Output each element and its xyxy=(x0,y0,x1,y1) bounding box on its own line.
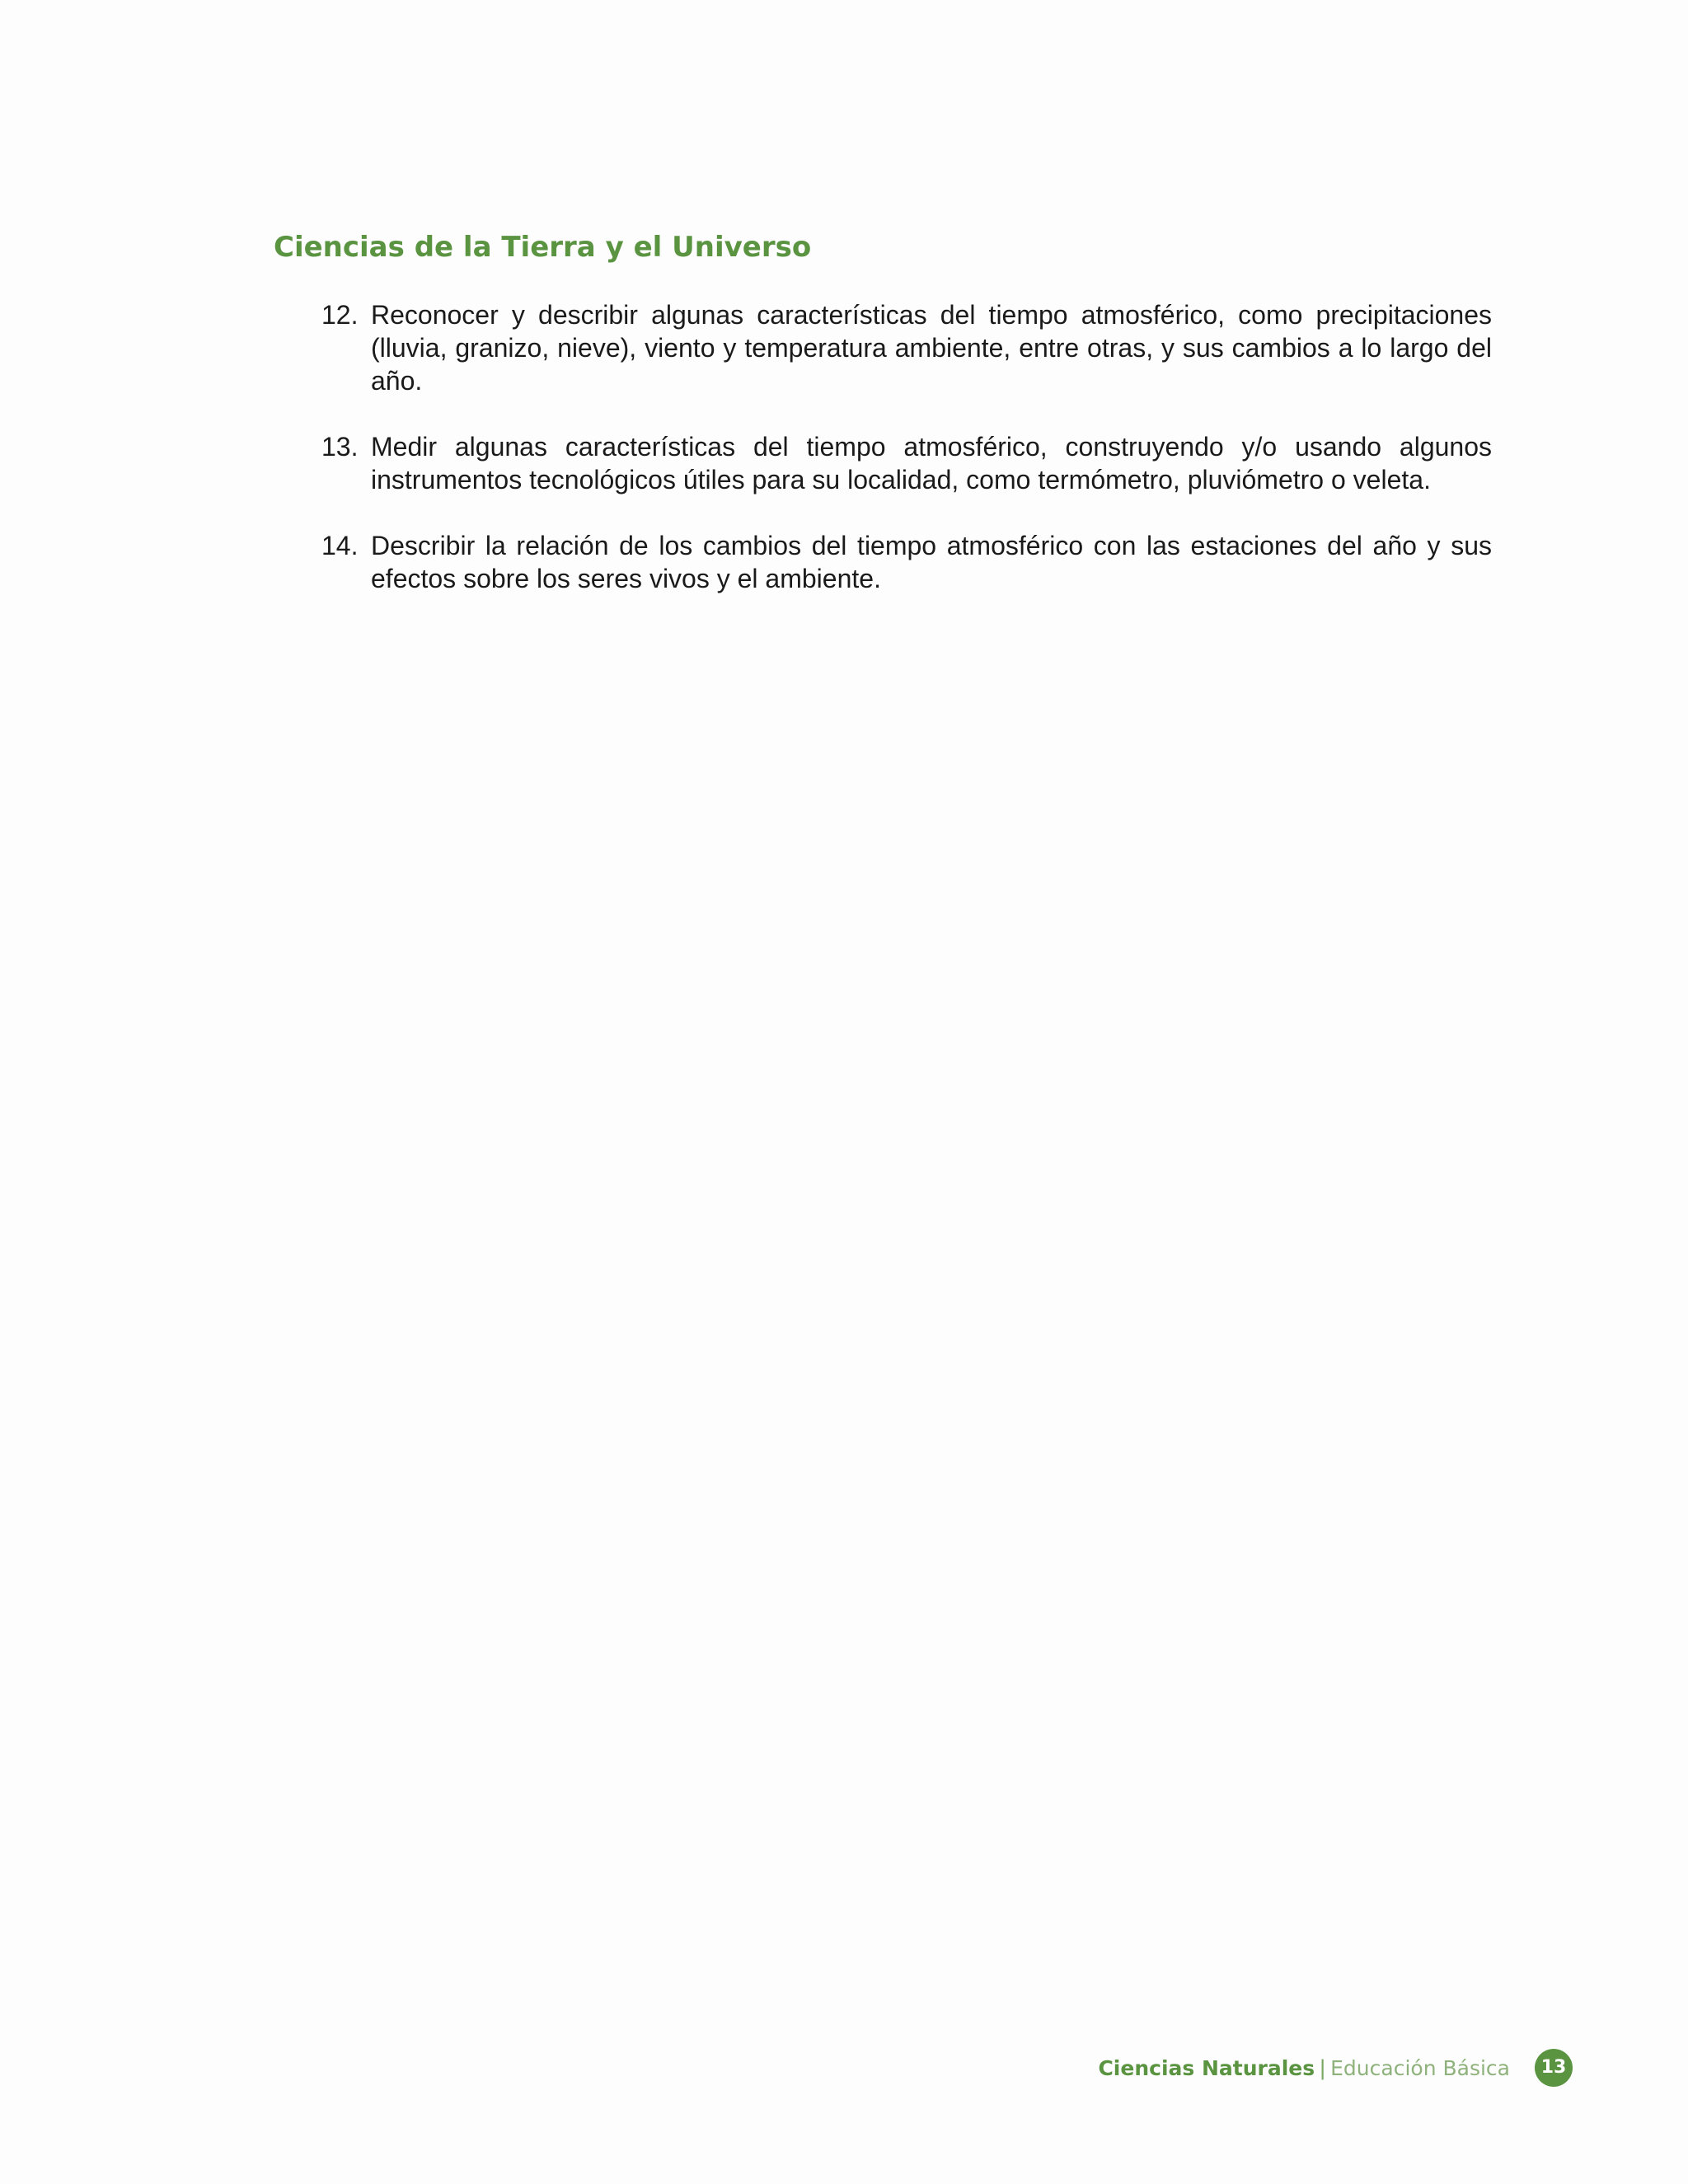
objective-text: Medir algunas características del tiempo atmosférico, construyendo y/o usando algunos instrumentos tecnológicos útiles para su localidad, como termómetro, pluviómetro o veleta. xyxy=(371,432,1492,494)
page-number-badge: 13 xyxy=(1535,2049,1573,2087)
page-footer xyxy=(1098,2049,1573,2087)
objective-number: 13. xyxy=(321,432,359,462)
objective-number: 12. xyxy=(321,300,359,330)
footer-subject: Ciencias Naturales xyxy=(1098,2055,1315,2080)
footer-level: Educación Básica xyxy=(1330,2055,1510,2080)
objectives-list xyxy=(321,298,1492,628)
footer-separator: | xyxy=(1320,2055,1326,2080)
section-title: Ciencias de la Tierra y el Universo xyxy=(274,231,812,264)
objective-text: Reconocer y describir algunas características del tiempo atmosférico, como precipitaciones (lluvia, granizo, nieve), viento y temperatura ambiente, entre otras, y sus cambios a lo largo del año. xyxy=(371,300,1492,396)
list-item xyxy=(321,430,1492,496)
objective-number: 14. xyxy=(321,531,359,560)
list-item xyxy=(321,298,1492,397)
objective-text: Describir la relación de los cambios del tiempo atmosférico con las estaciones del año y sus efectos sobre los seres vivos y el ambiente. xyxy=(371,531,1492,593)
list-item xyxy=(321,529,1492,595)
